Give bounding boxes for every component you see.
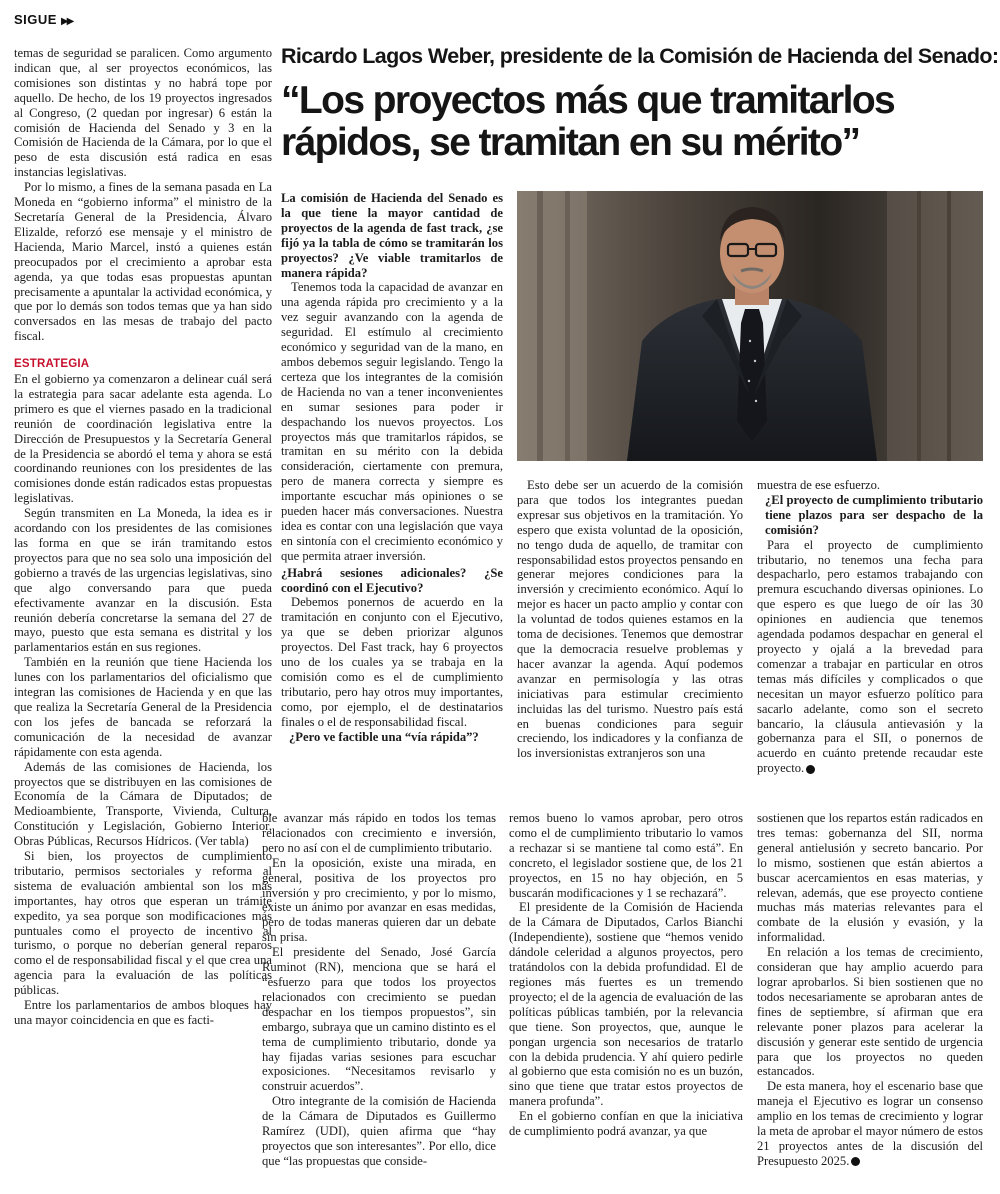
interview-column-3	[757, 478, 983, 776]
bottom-col3-paragraph-3	[757, 1079, 983, 1168]
bottom-col2-paragraph-2: El presidente de la Comisión de Hacienda de la Cámara de Diputados, Carlos Bianchi (Independiente), sostiene que “hemos venido dándole celeridad a algunos proyectos, pero tratándolos con la debida profundidad. El de regiones más fuertes es un tremendo proyecto; el de la agencia de evaluación de las políticas públicas también, por la relevancia que tiene. Son proyectos, que, aunque le pongan urgencia son necesarios de tratarlo con la debida prudencia. Y ahí quiero pedirle al gobierno que esta comisión no es un buzón, sino que tiene que tratar estos proyectos de manera profunda”.	[509, 900, 743, 1109]
interview-question-1: La comisión de Hacienda del Senado es la que tiene la mayor cantidad de proyectos de la agenda de fast track, ¿se fijó ya la tabla de cómo se tramitarán los proyectos? ¿Ve viable tramitarlos de manera rápida?	[281, 191, 503, 280]
article-headline: “Los proyectos más que tramitarlos rápidos, se tramitan en su mérito”	[281, 79, 895, 164]
interview-question-3: ¿Pero ve factible una “vía rápida”?	[289, 729, 479, 744]
left-paragraph-1: temas de seguridad se paralicen. Como argumento indican que, al ser proyectos económicos, las comisiones son distintas y no habrá tope por aquello. De hecho, de los 19 proyectos ingresados al Congreso, (2 quedan por ingresar) 6 están la comisión de Hacienda del Senado y 3 en la Comisión de Hacienda de la Cámara, por lo que el peso de esta discusión está radica en esas instancias legislativas.	[14, 46, 272, 180]
interview-answer-2: Debemos ponernos de acuerdo en la tramitación en conjunto con el Ejecutivo, ya que se deben priorizar algunos proyectos. Del Fast track, hay 6 proyectos uno de los cuales ya se trabaja en la comisión como es el de cumplimiento tributario, pero hay otros muy importantes, como, por ejemplo, el de destinatarios finales o el de responsabilidad fiscal.	[281, 595, 503, 729]
left-paragraph-2: Por lo mismo, a fines de la semana pasada en La Moneda en “gobierno informa” el ministro de la Secretaría General de la Presidencia, Álvaro Elizalde, reforzó ese mensaje y el ministro de Hacienda, Mario Marcel, instó a quienes están preocupados por el crecimiento a aprobar esta agenda, ya que todas esas propuestas apuntan precisamente a apuntalar la actividad económica, y que por lo demás son todos temas que ya han sido conversados en las mesas de trabajo del pacto fiscal.	[14, 180, 272, 344]
bottom-col3-paragraph-3-text: De esta manera, hoy el escenario base que maneja el Ejecutivo es lograr un consenso amplio en los temas de crecimiento y lograr la meta de aprobar el mayor número de estos 21 proyectos antes de la discusión del Presupuesto 2025.	[757, 1079, 983, 1168]
bottom-col1-paragraph-2: En la oposición, existe una mirada, en general, positiva de los proyectos pro inversión y pro crecimiento, y por lo mismo, existe un ánimo por avanzar en esas medidas, pero de todas maneras quieren dar un debate sin prisa.	[262, 855, 496, 945]
end-of-article-icon	[851, 1157, 860, 1166]
bottom-col1-paragraph-3: El presidente del Senado, José García Ruminot (RN), menciona que se hará el “esfuerzo para que todos los proyectos relacionados con crecimiento se puedan despachar en los tiempos propuestos”, sin embargo, subraya que un camino distinto es el tema de cumplimiento tributario, donde ya hay fijadas varias sesiones para escuchar exposiciones. “Necesitamos revisarlo y construir acuerdos”.	[262, 945, 496, 1094]
bottom-col1-paragraph-1: ble avanzar más rápido en todos los temas relacionados con crecimiento e inversión, pero no así con el de cumplimiento tributario.	[262, 811, 496, 855]
left-paragraph-3: En el gobierno ya comenzaron a delinear cuál será la estrategia para sacar adelante esta agenda. Lo primero es que el viernes pasado en la tradicional reunión de coordinación legislativa entre la Dirección de Presupuestos y la Secretaría General de la Presidencia se abordó el tema y ahora se está coordinando reuniones con los presidentes de las comisiones donde están radicados estas propuestas legislativas.	[14, 372, 272, 506]
interview-column-2	[517, 478, 743, 761]
interview-col3-question: ¿El proyecto de cumplimiento tributario tiene plazos para ser despacho de la comisión?	[765, 492, 983, 537]
double-arrow-icon: ▶▶	[60, 16, 73, 27]
bottom-column-1	[262, 811, 496, 1169]
bottom-col3-paragraph-2: En relación a los temas de crecimiento, consideran que hay amplio acuerdo para lograr aprobarlos. Si bien sostienen que no todos necesariamente se aprobaran antes de fines de septiembre, sí afirman que era relevante poner plazos para acelerar la discusión y generar este sentido de urgencia para que los proyectos no queden estancados.	[757, 945, 983, 1079]
sigue-label	[14, 12, 72, 27]
interview-answer-1: Tenemos toda la capacidad de avanzar en una agenda rápida pro crecimiento y a la vez seguir avanzando con la agenda de seguridad. El estímulo al crecimiento económico y seguridad van de la mano, en ambos debemos seguir legislando. Tengo la certeza que los integrantes de la comisión de Hacienda no van a tener inconvenientes en sumar sesiones para poder ir despachando los nuevos proyectos. Los proyectos más que tramitarlos rápidos, se tramitan en su mérito con la debida consideración, ciertamente con premura, pero de manera correcta y siempre es importante escuchar más opiniones o se pueden hacer más conversaciones. Nuestra idea es contar con una legislación que vaya en sintonía con el crecimiento económico y que permita atraer inversión.	[281, 280, 503, 563]
interview-column-1	[281, 191, 503, 745]
bottom-col2-paragraph-3: En el gobierno confían en que la iniciativa de cumplimiento podrá avanzar, ya que	[509, 1109, 743, 1139]
article-kicker: Ricardo Lagos Weber, presidente de la Comisión de Hacienda del Senado:	[281, 44, 999, 68]
end-of-text-icon	[806, 765, 815, 774]
left-paragraph-5: También en la reunión que tiene Hacienda los lunes con los parlamentarios del oficialismo que integran las comisiones de Hacienda y en que las que realiza la Secretaría General de la Presidencia con los jefes de bancada se reforzará la comunicación de la necesidad de avanzar rápidamente con esta agenda.	[14, 655, 272, 759]
section-heading-estrategia: ESTRATEGIA	[14, 358, 90, 371]
left-column	[14, 46, 272, 1028]
bottom-column-2	[509, 811, 743, 1139]
bottom-col3-paragraph-1: sostienen que los repartos están radicados en tres temas: gobernanza del SII, norma general antielusión y secreto bancario. Por lo mismo, sostienen que están abiertos a buscar acercamientos en esas materias, y relevan, además, que ese proyecto contiene muchas más materias relevantes para el combate de la elusión y evasión, y la informalidad.	[757, 811, 983, 945]
bottom-col2-paragraph-1: remos bueno lo vamos aprobar, pero otros como el de cumplimiento tributario lo vamos a rechazar si se mantiene tal como está”. En concreto, el legislador sostiene que, de los 21 proyectos, en 15 no hay objeción, en 5 buscarán modificaciones y 1 se rechazará”.	[509, 811, 743, 900]
left-paragraph-6: Además de las comisiones de Hacienda, los proyectos que se distribuyen en las comisiones de Economía de la Cámara de Diputados; de Medioambiente, Transporte, Vivienda, Cultura, Constitución y Legislación, Gobierno Interior, Obras Públicas, Recursos Hídricos. (Ver tabla)	[14, 759, 272, 849]
interview-col3-answer-text: Para el proyecto de cumplimiento tributario, no tenemos una fecha para despacharlo, pero estamos trabajando con premura escuchando diversas opiniones. Lo que espero es que luego de oír las 30 opiniones en audiencia que tenemos agendada podamos despachar en general el proyecto y ojalá a la brevedad para comenzar a trabajar en particular en otros temas más difíciles y complicados o que necesitan un mayor esfuerzo político para sacarlo adelante, como son el secreto bancario, la cláusula antievasión y la gobernanza para el SII, o ponernos de acuerdo en cuánto pretende recaudar este proyecto.	[757, 537, 983, 776]
left-paragraph-8: Entre los parlamentarios de ambos bloques hay una mayor coincidencia en que es facti-	[14, 998, 272, 1027]
interview-col2-paragraph-1: Esto debe ser un acuerdo de la comisión para que todos los integrantes puedan expresar sus objetivos en la tramitación. Yo espero que exista voluntad de la oposición, no tengo duda de aquello, de tramitar con responsabilidad estos proyectos pensando en generar mejores condiciones para la inversión y crecimiento económico. Aquí lo mejor es hacer un pacto amplio y contar con la voluntad de todos quienes estamos en la toma de decisiones. Tenemos que demostrar que la democracia resuelve problemas y hacer avanzar la agenda. Aquí podemos avanzar en permisología y las otras iniciativas para estimular crecimiento incluidas las del turismo. Nuestro país está en buenas condiciones para seguir creciendo, los indicadores y la confianza de los inversionistas extranjeros son una	[517, 478, 743, 761]
left-paragraph-4: Según transmiten en La Moneda, la idea es ir acordando con los presidentes de las comisiones las forma en que se irán tramitando estos proyectos para que no sea solo una imposición del gobierno a través de las urgencias legislativas, sino que algo conversando para que pueda efectivamente avanzar en la discusión. Esta reunión debería concretarse la semana del 27 de mayo, puesto que esta semana es distrital y los parlamentarios están en sus regiones.	[14, 506, 272, 655]
portrait-illustration	[517, 191, 983, 461]
interview-question-2: ¿Habrá sesiones adicionales? ¿Se coordinó con el Ejecutivo?	[281, 565, 503, 595]
interview-col3-answer	[757, 538, 983, 777]
sigue-text: SIGUE	[14, 12, 57, 27]
bottom-col1-paragraph-4: Otro integrante de la comisión de Hacienda de la Cámara de Diputados es Guillermo Ramírez (UDI), quien afirma que “hay proyectos que son interesantes”. Por ello, dice que “las propuestas que conside-	[262, 1094, 496, 1168]
interview-col3-paragraph-1: muestra de ese esfuerzo.	[757, 478, 881, 492]
portrait-photo	[517, 191, 983, 461]
bottom-column-3	[757, 811, 983, 1169]
left-paragraph-7: Si bien, los proyectos de cumplimiento tributario, permisos sectoriales y reforma al sistema de evaluación ambiental son los más importantes, hay otros que esperan un trámite expedito, ya sea porque son modificaciones más puntuales como el proyecto de incentivo al turismo, o porque no deberían general reparos como el de responsabilidad fiscal y el que crea una agencia para la evaluación de las políticas públicas.	[14, 849, 272, 998]
